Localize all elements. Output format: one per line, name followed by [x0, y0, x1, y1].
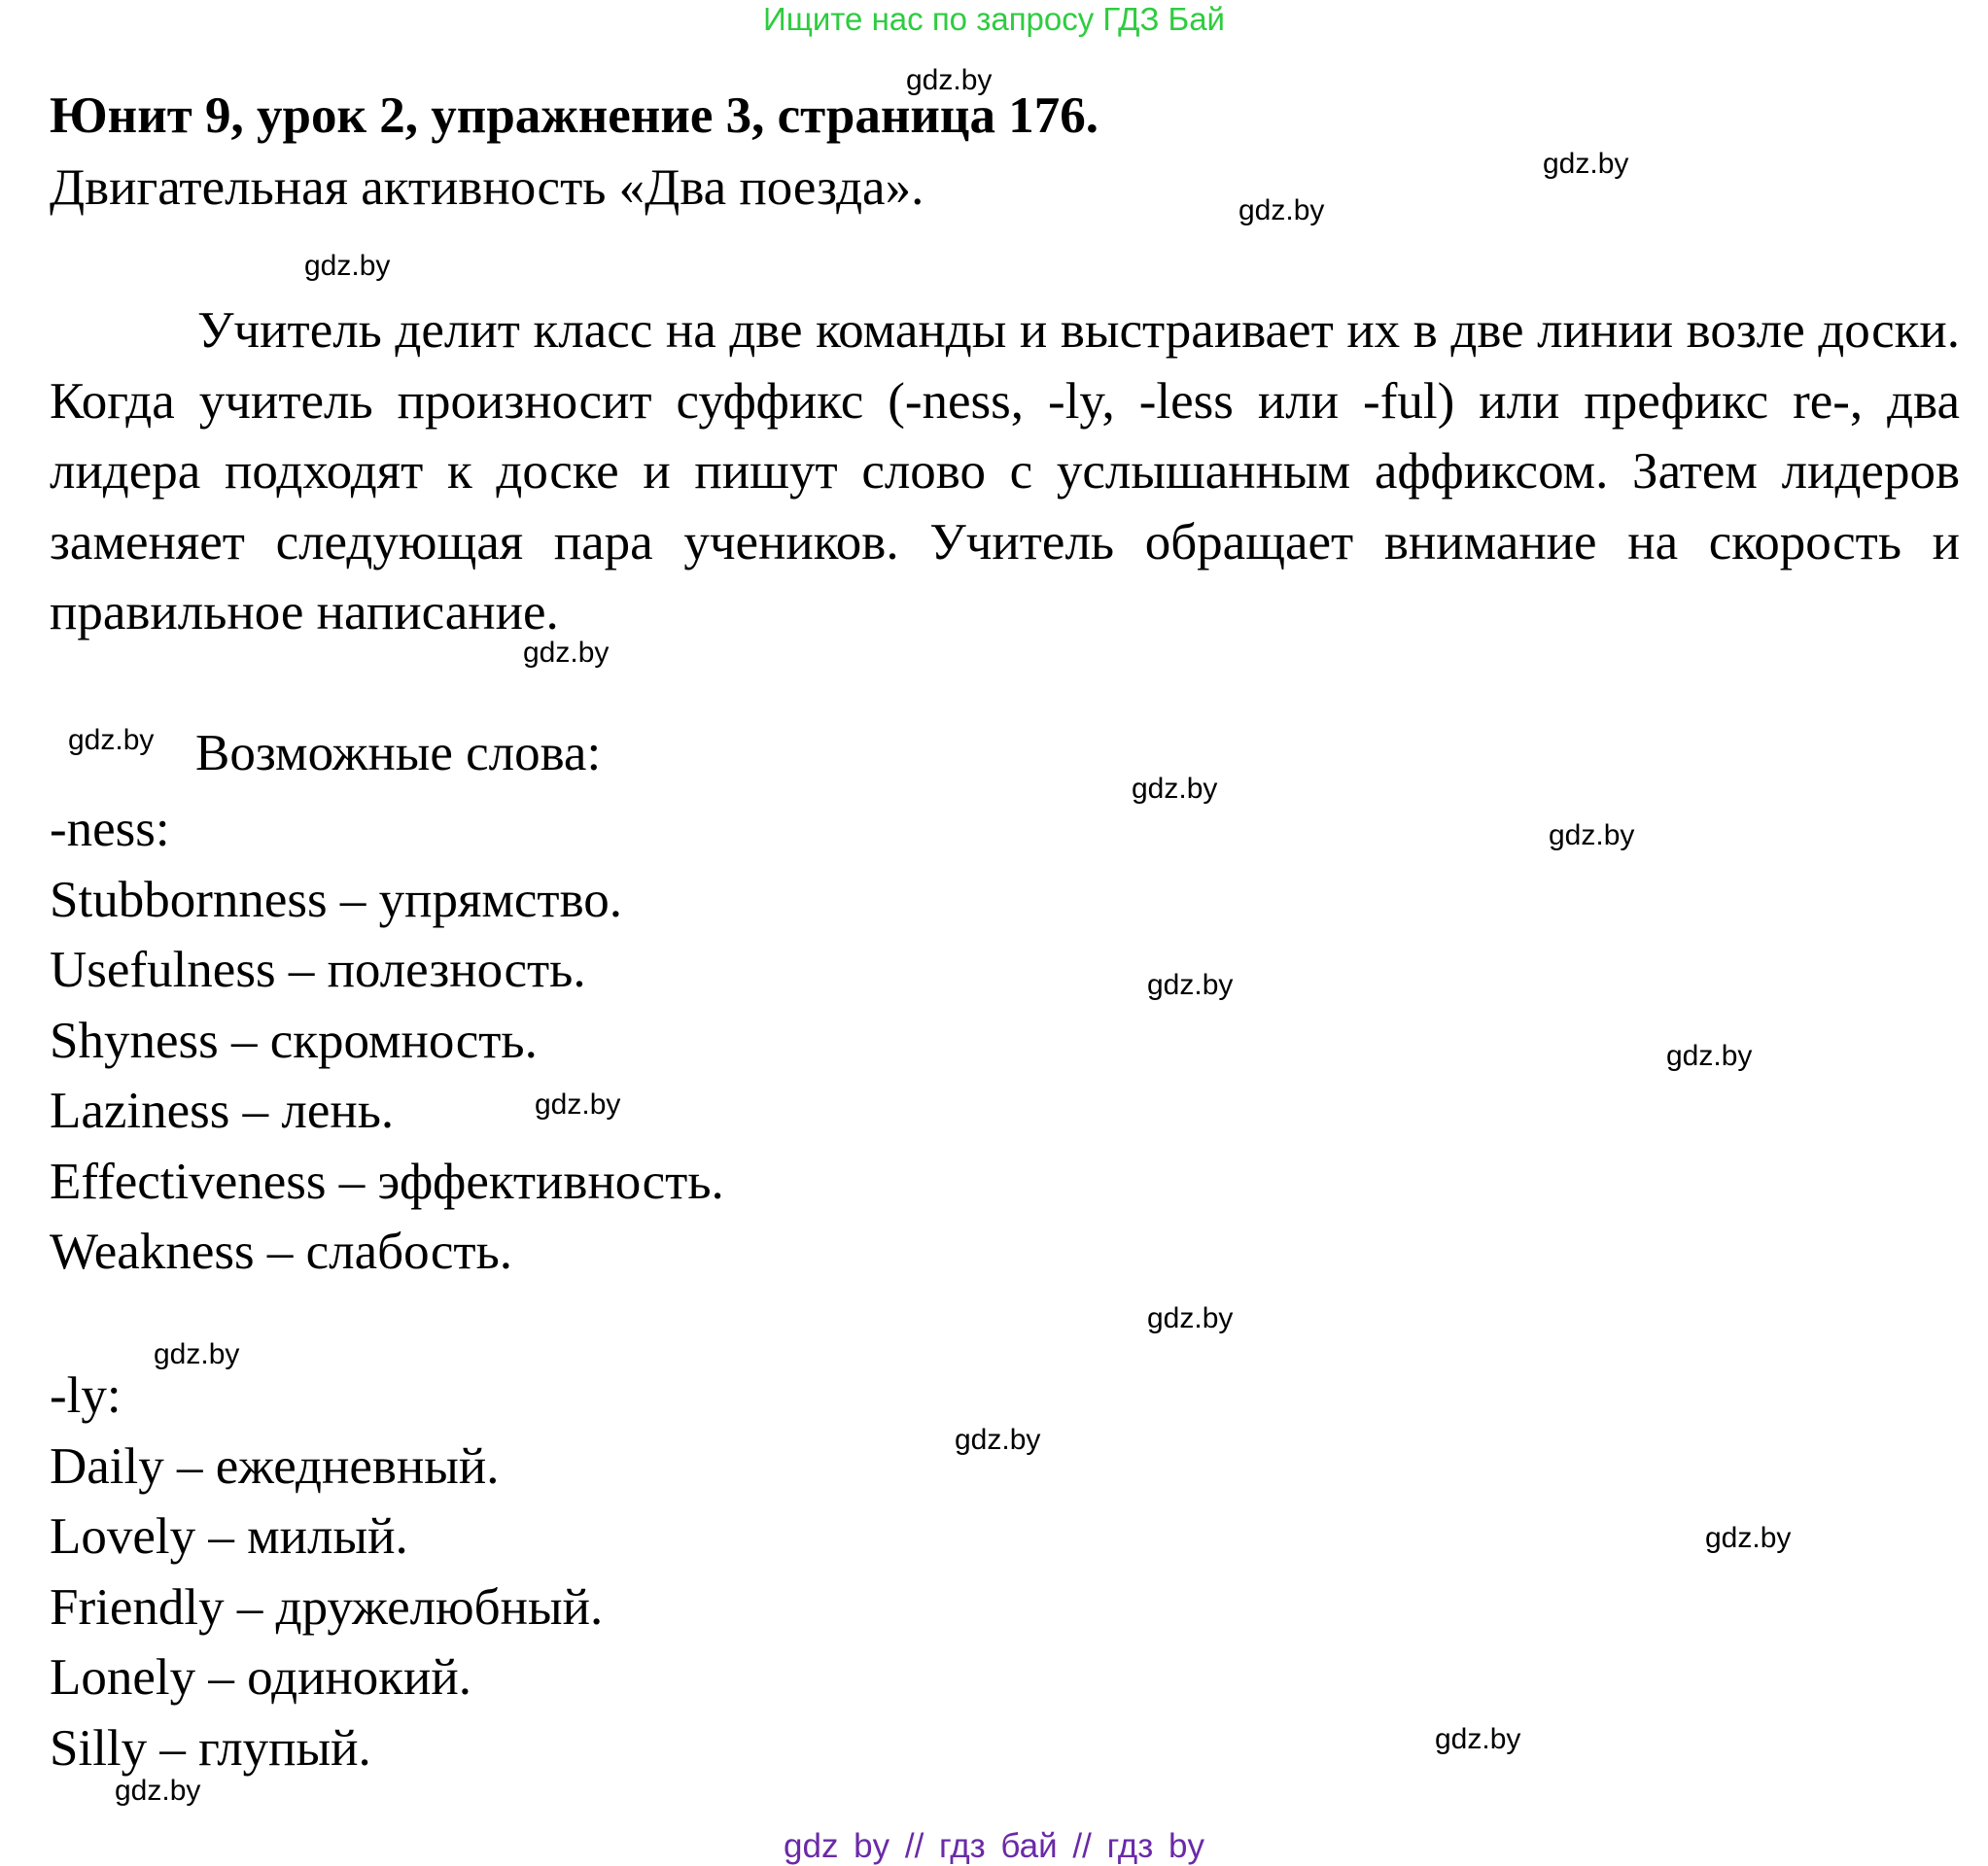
search-banner[interactable]: Ищите нас по запросу ГДЗ Бай — [763, 1, 1225, 37]
page-title: Юнит 9, урок 2, упражнение 3, страница 176. — [50, 87, 1099, 144]
watermark: gdz.by — [1705, 1522, 1792, 1554]
suffix-group-ly — [50, 1361, 603, 1783]
watermark: gdz.by — [535, 1088, 621, 1121]
possible-words-heading: Возможные слова: — [195, 725, 602, 781]
watermark: gdz.by — [154, 1338, 240, 1370]
word-item: Shyness – скромность. — [50, 1012, 538, 1069]
watermark: gdz.by — [1147, 1302, 1234, 1334]
watermark: gdz.by — [1549, 819, 1635, 851]
word-item: Laziness – лень. — [50, 1083, 395, 1139]
watermark: gdz.by — [304, 250, 391, 282]
word-item: Stubbornness – упрямство. — [50, 871, 623, 928]
watermark: gdz.by — [955, 1424, 1041, 1456]
word-item: Effectiveness – эффективность. — [50, 1153, 724, 1210]
footer-links[interactable]: gdz by // гдз бай // гдз by — [784, 1827, 1204, 1865]
word-item: Lonely – одинокий. — [50, 1649, 472, 1706]
watermark: gdz.by — [523, 637, 610, 669]
watermark: gdz.by — [115, 1775, 201, 1807]
suffix-group-ness — [50, 794, 724, 1288]
watermark: gdz.by — [906, 64, 993, 96]
suffix-label: -ness: — [50, 801, 170, 857]
word-item: Weakness – слабость. — [50, 1224, 512, 1280]
suffix-label: -ly: — [50, 1367, 122, 1424]
word-item: Daily – ежедневный. — [50, 1437, 500, 1495]
word-item: Lovely – милый. — [50, 1508, 408, 1565]
watermark: gdz.by — [68, 724, 155, 756]
word-item: Usefulness – полезность. — [50, 942, 586, 998]
word-item: Friendly – дружелюбный. — [50, 1578, 604, 1636]
activity-subtitle: Двигательная активность «Два поезда». — [50, 159, 924, 216]
watermark: gdz.by — [1132, 773, 1218, 805]
watermark: gdz.by — [1666, 1040, 1753, 1072]
watermark: gdz.by — [1147, 969, 1234, 1001]
watermark: gdz.by — [1238, 194, 1325, 226]
word-item: Silly – глупый. — [50, 1719, 371, 1777]
watermark: gdz.by — [1435, 1723, 1521, 1755]
watermark: gdz.by — [1543, 148, 1629, 180]
instruction-paragraph: Учитель делит класс на две команды и выстраивает их в две линии возле доски. Когда учитель произносит суффикс (-ness, -ly, -less или -ful) или префикс re-, два лидера подходят к доске и пишут слово с услышанным аффиксом. Затем лидеров заменяет следующая пара учеников. Учитель обращает внимание на скорость и правильное написание. — [50, 302, 1960, 640]
